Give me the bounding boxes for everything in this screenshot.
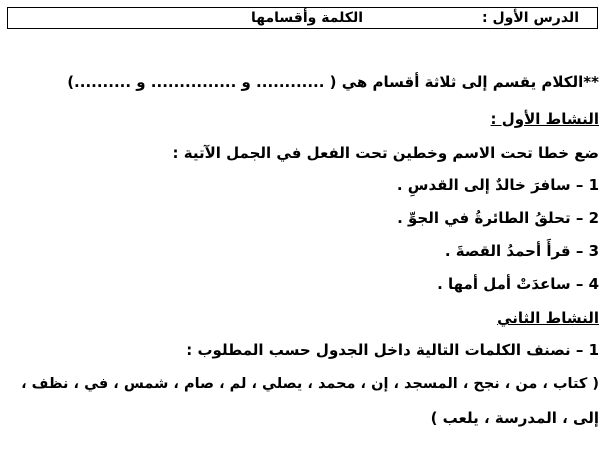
lesson-topic: الكلمة وأقسامها <box>251 10 363 26</box>
activity1-item: 3 – قرأَ أحمدُ القصةَ . <box>444 242 599 260</box>
intro-sentence: **الكلام يقسم إلى ثلاثة أقسام هي ( ............ و ............... و ..........) <box>67 73 599 91</box>
lesson-number: الدرس الأول : <box>482 10 579 26</box>
lesson-title-box <box>7 7 598 29</box>
activity1-item: 4 – ساعدَتْ أمل أمها . <box>437 275 599 293</box>
activity1-item: 1 – سافرَ خالدٌ إلى القدسِ . <box>396 176 599 194</box>
activity1-instruction: ضع خطا تحت الاسم وخطين تحت الفعل في الجمل الآتية : <box>172 144 599 162</box>
activity2-words-line2: إلى ، المدرسة ، يلعب ) <box>430 409 599 427</box>
activity2-heading: النشاط الثاني <box>497 309 599 327</box>
activity1-item: 2 – تحلقُ الطائرةُ في الجوِّ . <box>397 209 599 227</box>
activity2-words-line1: ( كتاب ، من ، نجح ، المسجد ، إن ، محمد ، يصلي ، لم ، صام ، شمس ، في ، نظف ، <box>21 376 599 392</box>
activity2-instruction: 1 – نصنف الكلمات التالية داخل الجدول حسب المطلوب : <box>186 341 599 359</box>
activity1-heading: النشاط الأول : <box>490 110 599 128</box>
